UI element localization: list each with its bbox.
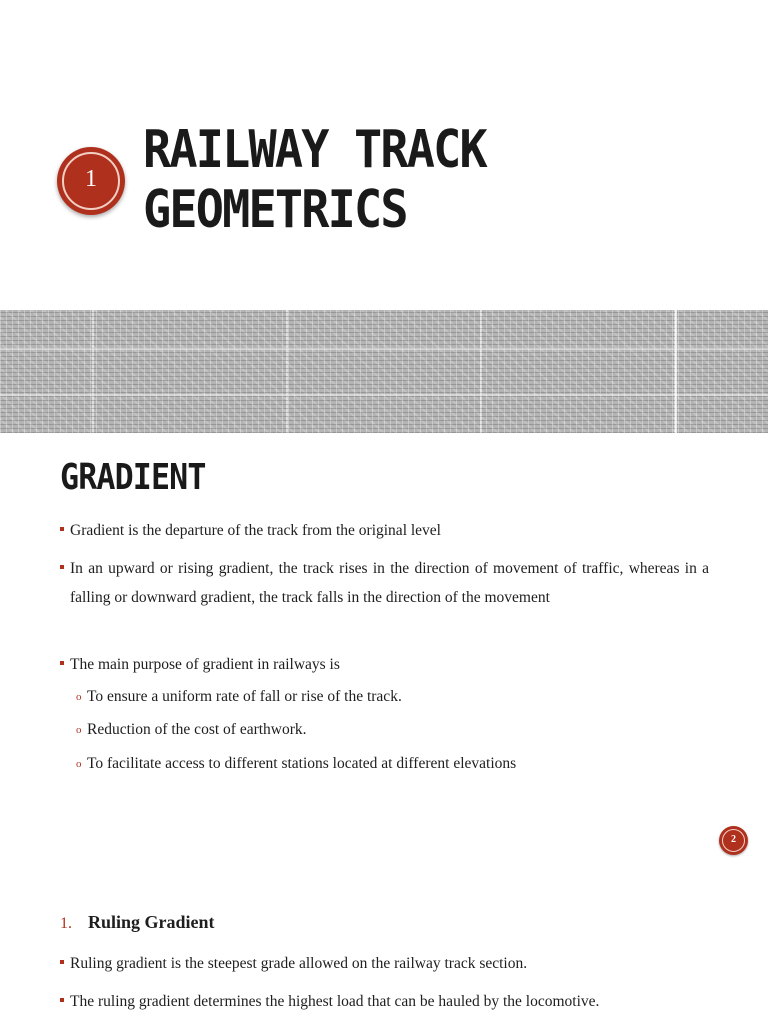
sub-bullet-text: To facilitate access to different stations located at different elevations [87, 755, 517, 772]
page-number-badge [719, 826, 748, 855]
sub-bullet-marker: o [76, 691, 82, 703]
texture-line [0, 348, 768, 350]
bullet-marker [60, 960, 64, 964]
slide-title-line-2: GEOMETRICS [143, 180, 407, 240]
bullet-item [58, 650, 709, 679]
slide-number-badge [57, 147, 125, 215]
bullet-marker [60, 661, 64, 665]
sub-bullet-text: Reduction of the cost of earthwork. [87, 721, 307, 738]
sub-bullet-marker: o [76, 724, 82, 736]
page-number: 2 [731, 834, 736, 845]
slide-title-line-1: RAILWAY TRACK [143, 120, 486, 180]
bullet-marker [60, 527, 64, 531]
bullet-marker [60, 998, 64, 1002]
bullet-text: Gradient is the departure of the track from the original level [70, 522, 441, 539]
sub-bullet-item [76, 754, 516, 774]
slide-number: 1 [85, 166, 97, 192]
title-slide [0, 0, 768, 433]
bullet-marker [60, 565, 64, 569]
texture-line [0, 394, 768, 396]
texture-tile-edge [675, 310, 677, 433]
bullet-text: The main purpose of gradient in railways is [70, 656, 340, 673]
decorative-texture-band [0, 310, 768, 433]
bullet-item [58, 949, 709, 978]
sub-bullet-item [76, 720, 307, 740]
numbered-heading [60, 910, 215, 936]
bullet-item [58, 987, 709, 1016]
bullet-text: In an upward or rising gradient, the track rises in the direction of movement of traffic, whereas in a falling or downward gradient, the track falls in the direction of the movement [70, 560, 709, 606]
sub-bullet-text: To ensure a uniform rate of fall or rise of the track. [87, 688, 402, 705]
sub-bullet-marker: o [76, 758, 82, 770]
bullet-item [58, 554, 709, 612]
bullet-text: The ruling gradient determines the highest load that can be hauled by the locomotive. [70, 993, 600, 1010]
bullet-text: Ruling gradient is the steepest grade allowed on the railway track section. [70, 955, 528, 972]
item-number: 1. [60, 915, 72, 932]
sub-bullet-item [76, 687, 402, 707]
slide-title [143, 120, 486, 240]
section-heading: GRADIENT [60, 457, 206, 498]
bullet-item [58, 516, 709, 545]
item-title: Ruling Gradient [88, 912, 215, 932]
